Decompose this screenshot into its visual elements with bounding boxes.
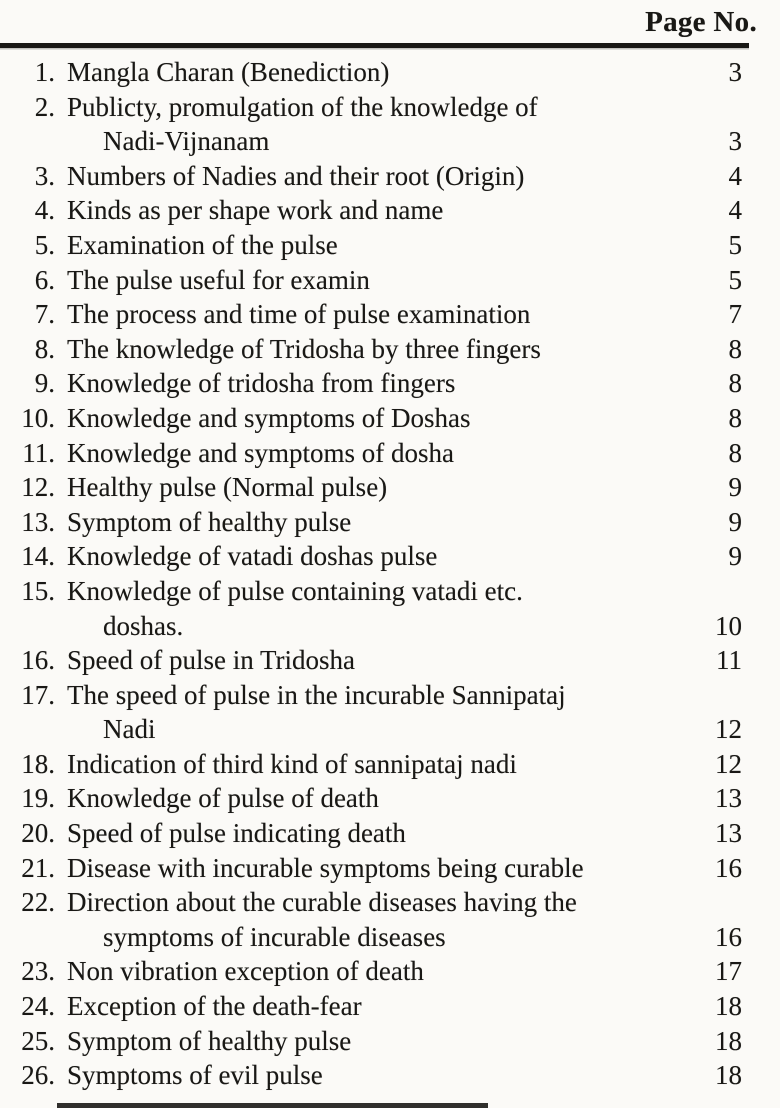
item-title bbox=[55, 539, 692, 574]
item-title-line: Nadi-Vijnanam bbox=[103, 126, 270, 157]
page-number: 18 bbox=[715, 991, 742, 1022]
page-no-header: Page No. bbox=[645, 6, 757, 38]
item-number: 8. bbox=[34, 333, 55, 364]
toc-row bbox=[0, 539, 780, 574]
item-number: 9. bbox=[34, 368, 55, 399]
page-number: 3 bbox=[728, 126, 742, 157]
page-number: 5 bbox=[728, 229, 742, 260]
item-title-line: Direction about the curable diseases having the bbox=[67, 887, 577, 918]
item-number: 26. bbox=[21, 1060, 55, 1091]
item-title-line: Knowledge and symptoms of dosha bbox=[67, 437, 454, 468]
page-number: 8 bbox=[728, 368, 742, 399]
item-title-line: Numbers of Nadies and their root (Origin) bbox=[67, 160, 525, 191]
item-number: 14. bbox=[21, 541, 55, 572]
toc-row bbox=[0, 505, 780, 540]
toc-row bbox=[0, 159, 780, 194]
item-number: 12. bbox=[21, 472, 55, 503]
page-number: 5 bbox=[728, 264, 742, 295]
item-title-line: Nadi bbox=[103, 714, 156, 745]
item-number: 24. bbox=[21, 991, 55, 1022]
item-title bbox=[55, 678, 692, 747]
item-title-line: Knowledge of pulse of death bbox=[67, 783, 379, 814]
page-number: 7 bbox=[728, 299, 742, 330]
item-title-line: Knowledge of tridosha from fingers bbox=[67, 368, 456, 399]
item-title bbox=[55, 90, 692, 159]
item-title-line: doshas. bbox=[103, 610, 184, 641]
item-number: 6. bbox=[34, 264, 55, 295]
page-number: 8 bbox=[728, 402, 742, 433]
page-number: 10 bbox=[715, 610, 742, 641]
toc-row bbox=[0, 851, 780, 886]
toc-row bbox=[0, 436, 780, 471]
page-number: 18 bbox=[715, 1025, 742, 1056]
item-title bbox=[55, 781, 692, 816]
toc-row bbox=[0, 1024, 780, 1059]
item-title bbox=[55, 193, 692, 228]
item-number: 4. bbox=[34, 195, 55, 226]
toc-row bbox=[0, 55, 780, 90]
toc-row bbox=[0, 781, 780, 816]
item-title bbox=[55, 1058, 692, 1093]
item-number: 13. bbox=[21, 506, 55, 537]
item-number: 1. bbox=[34, 57, 55, 87]
toc-row bbox=[0, 643, 780, 678]
item-title-line: Symptom of healthy pulse bbox=[67, 506, 352, 537]
toc-row bbox=[0, 90, 780, 159]
item-title-line: Publicty, promulgation of the knowledge of bbox=[67, 91, 538, 122]
item-number: 20. bbox=[21, 818, 55, 849]
item-title bbox=[55, 263, 692, 298]
item-title-line: symptoms of incurable diseases bbox=[103, 921, 446, 952]
item-title-line: Indication of third kind of sannipataj nadi bbox=[67, 748, 517, 779]
toc-row bbox=[0, 193, 780, 228]
item-title bbox=[55, 851, 692, 886]
item-title bbox=[55, 297, 692, 332]
item-title bbox=[55, 55, 692, 90]
item-title bbox=[55, 954, 692, 989]
item-title bbox=[55, 332, 692, 367]
page-number: 16 bbox=[715, 921, 742, 952]
item-number: 17. bbox=[21, 679, 55, 710]
page-number: 8 bbox=[728, 437, 742, 468]
toc-row bbox=[0, 678, 780, 747]
toc-row bbox=[0, 228, 780, 263]
page-number: 3 bbox=[728, 57, 742, 87]
bottom-rule bbox=[57, 1103, 488, 1108]
page-number: 4 bbox=[728, 195, 742, 226]
toc-row bbox=[0, 366, 780, 401]
item-title bbox=[55, 470, 692, 505]
item-title bbox=[55, 989, 692, 1024]
toc-row bbox=[0, 1058, 780, 1093]
item-title bbox=[55, 816, 692, 851]
item-number: 23. bbox=[21, 956, 55, 987]
page-number: 13 bbox=[715, 818, 742, 849]
item-title-line: The process and time of pulse examination bbox=[67, 299, 531, 330]
item-title-line: Examination of the pulse bbox=[67, 229, 338, 260]
item-title-line: Mangla Charan (Benediction) bbox=[67, 57, 390, 87]
item-title-line: Knowledge of pulse containing vatadi etc. bbox=[67, 575, 523, 606]
item-title bbox=[55, 505, 692, 540]
item-title-line: Disease with incurable symptoms being curable bbox=[67, 852, 584, 883]
toc-row bbox=[0, 885, 780, 954]
page-number: 18 bbox=[715, 1060, 742, 1091]
toc-row bbox=[0, 470, 780, 505]
toc-row bbox=[0, 989, 780, 1024]
page-number: 9 bbox=[728, 541, 742, 572]
page-number: 11 bbox=[716, 645, 742, 676]
item-title bbox=[55, 228, 692, 263]
item-number: 5. bbox=[34, 229, 55, 260]
header-row bbox=[0, 0, 780, 39]
item-number: 18. bbox=[21, 748, 55, 779]
toc-row bbox=[0, 747, 780, 782]
header-rule bbox=[0, 43, 749, 48]
item-number: 25. bbox=[21, 1025, 55, 1056]
page-number: 9 bbox=[728, 472, 742, 503]
toc-row bbox=[0, 574, 780, 643]
page-number: 8 bbox=[728, 333, 742, 364]
toc-row bbox=[0, 954, 780, 989]
toc-row bbox=[0, 332, 780, 367]
page-number: 9 bbox=[728, 506, 742, 537]
item-title-line: Kinds as per shape work and name bbox=[67, 195, 444, 226]
item-title-line: Speed of pulse indicating death bbox=[67, 818, 406, 849]
item-title-line: Knowledge of vatadi doshas pulse bbox=[67, 541, 438, 572]
item-title bbox=[55, 885, 692, 954]
item-number: 16. bbox=[21, 645, 55, 676]
item-number: 22. bbox=[21, 887, 55, 918]
page-number: 17 bbox=[715, 956, 742, 987]
item-title-line: Exception of the death-fear bbox=[67, 991, 362, 1022]
item-title-line: Symptoms of evil pulse bbox=[67, 1060, 323, 1091]
item-title bbox=[55, 436, 692, 471]
toc-row bbox=[0, 297, 780, 332]
item-title-line: The knowledge of Tridosha by three fingers bbox=[67, 333, 541, 364]
item-title bbox=[55, 159, 692, 194]
page-number: 12 bbox=[715, 748, 742, 779]
item-title bbox=[55, 574, 692, 643]
item-title bbox=[55, 401, 692, 436]
item-number: 10. bbox=[21, 402, 55, 433]
item-title-line: Speed of pulse in Tridosha bbox=[67, 645, 356, 676]
item-title-line: The speed of pulse in the incurable Sannipataj bbox=[67, 679, 566, 710]
page-number: 12 bbox=[715, 714, 742, 745]
item-number: 3. bbox=[34, 160, 55, 191]
toc-row bbox=[0, 263, 780, 298]
item-title bbox=[55, 1024, 692, 1059]
item-number: 15. bbox=[21, 575, 55, 606]
item-number: 11. bbox=[22, 437, 55, 468]
page-number: 16 bbox=[715, 852, 742, 883]
item-title bbox=[55, 643, 692, 678]
item-number: 7. bbox=[34, 299, 55, 330]
page-number: 13 bbox=[715, 783, 742, 814]
toc-row bbox=[0, 401, 780, 436]
item-title-line: Knowledge and symptoms of Doshas bbox=[67, 402, 471, 433]
item-number: 2. bbox=[34, 91, 55, 122]
item-number: 19. bbox=[21, 783, 55, 814]
item-title-line: Healthy pulse (Normal pulse) bbox=[67, 472, 388, 503]
item-title bbox=[55, 366, 692, 401]
item-title bbox=[55, 747, 692, 782]
toc-row bbox=[0, 816, 780, 851]
item-number: 21. bbox=[21, 852, 55, 883]
page-number: 4 bbox=[728, 160, 742, 191]
item-title-line: The pulse useful for examin bbox=[67, 264, 370, 295]
toc-list bbox=[0, 55, 780, 1093]
item-title-line: Symptom of healthy pulse bbox=[67, 1025, 352, 1056]
item-title-line: Non vibration exception of death bbox=[67, 956, 424, 987]
